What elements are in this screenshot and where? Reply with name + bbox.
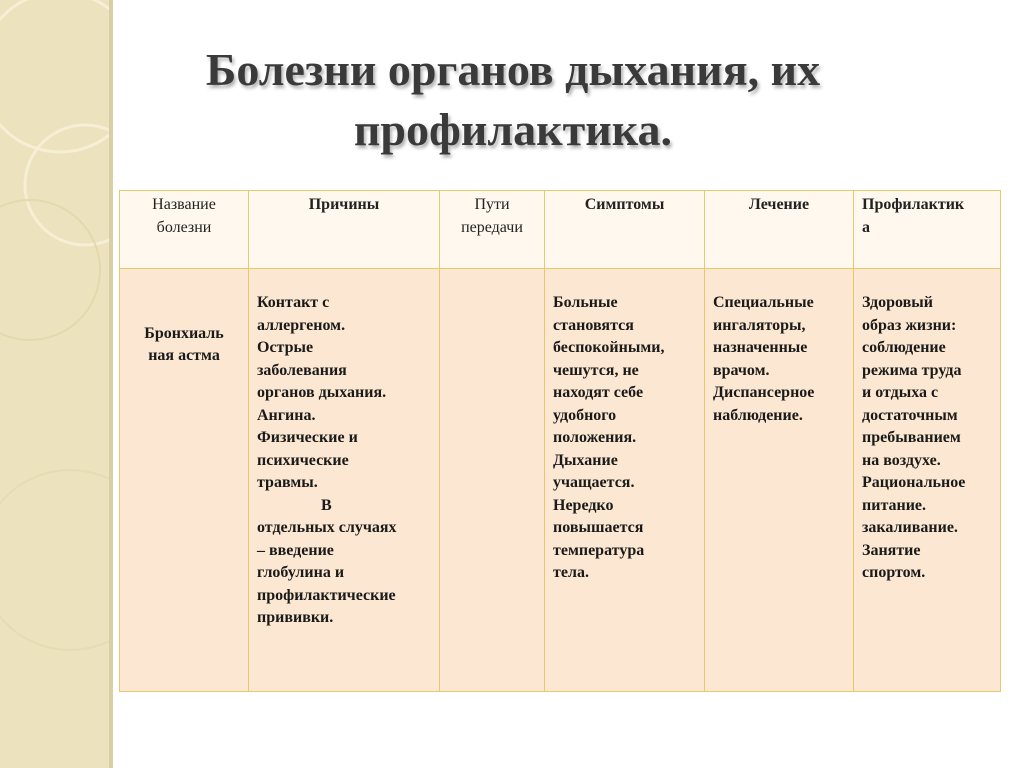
cell-text-line: питание. <box>862 496 927 514</box>
cell-symptoms <box>545 269 705 692</box>
cell-text-line: положения. <box>553 429 637 446</box>
cell-causes <box>249 269 440 692</box>
cell-text-line: врачом. <box>713 361 770 379</box>
cell-text-line: учащается. <box>553 474 635 491</box>
cell-text-line: и отдыха с <box>862 384 939 401</box>
cell-text-line: травмы. <box>257 474 318 491</box>
cell-text-line: прививки. <box>257 609 334 626</box>
cell-text-line: Больные <box>553 294 618 311</box>
cell-text-line: профилактические <box>257 586 396 604</box>
cell-text-line: чешутся, не <box>553 361 639 379</box>
header-transmission: Пути передачи <box>440 191 545 269</box>
cell-text-line: аллергеном. <box>257 316 346 334</box>
cell-text-line: достаточным <box>862 406 958 424</box>
header-prevention-part2: а <box>862 218 870 236</box>
cell-text-line: удобного <box>553 406 617 424</box>
cell-prevention <box>854 269 1001 692</box>
header-causes: Причины <box>249 191 440 269</box>
header-symptoms: Симптомы <box>545 191 705 269</box>
cell-text-line: температура <box>553 541 645 559</box>
cell-text-line: тела. <box>553 564 589 581</box>
cell-text-line: Здоровый <box>862 294 933 311</box>
cell-disease-name <box>120 269 249 692</box>
header-treatment: Лечение <box>705 191 854 269</box>
cell-text-line: органов дыхания. <box>257 384 387 401</box>
cell-text-line: спортом. <box>862 564 926 581</box>
cell-text-line: режима труда <box>862 361 962 379</box>
cell-text-line: – введение <box>257 541 334 559</box>
cell-text-line: Ангина. <box>257 406 316 424</box>
cell-text-line: глобулина и <box>257 564 345 581</box>
cell-text-line: Нередко <box>553 496 614 514</box>
cell-text-line: Физические и <box>257 429 358 446</box>
cell-transmission <box>440 269 545 692</box>
cell-text-line: Занятие <box>862 541 921 559</box>
cell-text-line: Рациональное <box>862 474 966 491</box>
cell-text-line: ингаляторы, <box>713 316 806 334</box>
disease-name-part2: ная астма <box>148 347 220 364</box>
disease-name-part1: Бронхиаль <box>144 324 224 342</box>
slide-title <box>123 40 903 160</box>
cell-text-line: образ жизни: <box>862 316 957 334</box>
decorative-circles <box>0 0 113 768</box>
cell-text-line: повышается <box>553 519 644 536</box>
cell-treatment <box>705 269 854 692</box>
cell-text-line: пребыванием <box>862 429 961 446</box>
cell-text-line: В <box>321 496 332 514</box>
cell-text-line: Дыхание <box>553 451 618 469</box>
cell-text-line: психические <box>257 451 349 469</box>
header-prevention <box>854 191 1001 269</box>
title-line-2: профилактика. <box>353 104 673 155</box>
decorative-side-band <box>0 0 113 768</box>
title-line-1: Болезни органов дыхания, их <box>205 44 821 95</box>
cell-text-line: заболевания <box>257 361 347 379</box>
table-header-row <box>120 191 1001 269</box>
disease-table <box>119 190 1001 692</box>
cell-text-line: Острые <box>257 339 314 356</box>
cell-text-line: Диспансерное <box>713 384 815 401</box>
cell-text-line: беспокойными, <box>553 339 665 356</box>
table-row <box>120 269 1001 692</box>
cell-text-line: наблюдение. <box>713 406 803 424</box>
header-prevention-part1: Профилактик <box>862 196 965 213</box>
cell-text-line: отдельных случаях <box>257 519 397 536</box>
cell-text-line: соблюдение <box>862 339 946 356</box>
cell-text-line: Контакт с <box>257 294 330 311</box>
cell-text-line: Специальные <box>713 294 814 311</box>
header-name: Название болезни <box>120 191 249 269</box>
cell-text-line: назначенные <box>713 339 808 356</box>
cell-text-line: на воздухе. <box>862 451 941 469</box>
cell-text-line: находят себе <box>553 384 644 401</box>
cell-text-line: закаливание. <box>862 519 958 536</box>
cell-text-line: становятся <box>553 316 634 334</box>
